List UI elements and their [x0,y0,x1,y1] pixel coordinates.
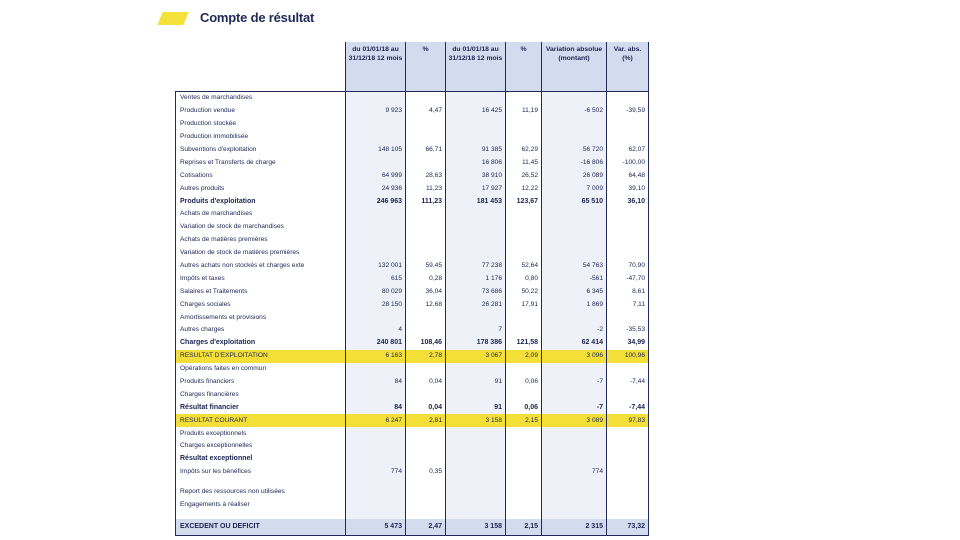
row-value: 4 [346,324,406,337]
row-value: 0,28 [406,272,446,285]
row-value: 3 096 [542,350,607,363]
row-value: 1 176 [446,272,506,285]
row-value: 26,52 [506,169,542,182]
row-label: Reprises et Transferts de charge [176,156,346,169]
row-value [406,156,446,169]
row-value [542,479,607,486]
row-value: 2,09 [506,350,542,363]
row-value: 16 806 [446,156,506,169]
table-row [176,285,649,298]
row-value [446,499,506,512]
row-label: Production vendue [176,105,346,118]
row-value: 73,32 [607,519,649,536]
row-value: 2,15 [506,519,542,536]
row-value: 16 425 [446,105,506,118]
row-value [446,512,506,519]
row-value [542,208,607,221]
row-value [607,247,649,260]
row-label: Charges sociales [176,298,346,311]
row-value: 11,19 [506,105,542,118]
table-row [176,247,649,260]
row-value [542,131,607,144]
row-label: Résultat financier [176,401,346,414]
row-value [506,131,542,144]
row-value [406,388,446,401]
row-value: 0,06 [506,401,542,414]
row-value: 11,45 [506,156,542,169]
row-value [406,247,446,260]
row-value [346,512,406,519]
row-value [607,512,649,519]
row-label: Engagements à réaliser [176,499,346,512]
row-value: -47,70 [607,272,649,285]
row-label: Charges d'exploitation [176,337,346,350]
row-value [446,363,506,376]
row-value: 7 009 [542,182,607,195]
page-title: Compte de résultat [200,10,315,25]
header-variation-percent: Var. abs. (%) [607,42,649,92]
row-value: 84 [346,376,406,389]
table-row [176,118,649,131]
row-value [506,453,542,466]
row-label: Produits financiers [176,376,346,389]
row-value: 91 385 [446,144,506,157]
row-value [446,131,506,144]
row-value: -561 [542,272,607,285]
row-value: 17 927 [446,182,506,195]
row-value: 2,47 [406,519,446,536]
row-value [446,440,506,453]
row-value [406,92,446,105]
row-value [607,388,649,401]
row-value: 36,04 [406,285,446,298]
row-value: -35,53 [607,324,649,337]
row-value [607,499,649,512]
table-row [176,298,649,311]
row-value [607,118,649,131]
row-value: 84 [346,401,406,414]
row-value: 12,22 [506,182,542,195]
row-value [506,118,542,131]
row-value [542,311,607,324]
row-value [542,221,607,234]
row-value: 7,11 [607,298,649,311]
row-value [607,363,649,376]
row-value: 80 029 [346,285,406,298]
table-body [176,92,649,536]
row-value: 24 936 [346,182,406,195]
table-row [176,234,649,247]
row-value [607,479,649,486]
row-label: Variation de stock de marchandises [176,221,346,234]
row-value [506,363,542,376]
table-row [176,512,649,519]
row-value: 11,23 [406,182,446,195]
row-value: 0,04 [406,401,446,414]
row-value: 39,10 [607,182,649,195]
row-label: Subventions d'exploitation [176,144,346,157]
row-value: 28 150 [346,298,406,311]
row-value: 148 105 [346,144,406,157]
header-period-2: du 01/01/18 au 31/12/18 12 mois [446,42,506,92]
row-label: EXCEDENT OU DEFICIT [176,519,346,536]
table-header-row [176,42,649,92]
table-row [176,466,649,479]
table-row [176,156,649,169]
row-value [607,311,649,324]
row-value: 77 238 [446,260,506,273]
table-row [176,350,649,363]
row-label: Production immobilisée [176,131,346,144]
row-value [506,247,542,260]
row-value [346,388,406,401]
row-value [346,311,406,324]
table-row [176,169,649,182]
table-row [176,182,649,195]
table-row [176,479,649,486]
table-row [176,195,649,208]
row-value: 615 [346,272,406,285]
table-row [176,208,649,221]
row-value [506,208,542,221]
row-value: 52,64 [506,260,542,273]
row-value [506,388,542,401]
row-label: Impôts et taxes [176,272,346,285]
table-row [176,144,649,157]
row-value: 54 763 [542,260,607,273]
row-value [346,247,406,260]
table-row [176,311,649,324]
row-value [446,311,506,324]
row-value: 6 247 [346,414,406,427]
row-value [406,499,446,512]
table-row [176,427,649,440]
row-value: 0,04 [406,376,446,389]
header-label-column [176,42,346,92]
row-value [446,208,506,221]
row-label: Production stockée [176,118,346,131]
row-value: 97,83 [607,414,649,427]
row-value [607,92,649,105]
row-value [406,208,446,221]
row-value [406,311,446,324]
row-value [446,92,506,105]
row-value: -7 [542,376,607,389]
row-value [506,221,542,234]
row-value: 2 315 [542,519,607,536]
row-value [542,512,607,519]
row-value: 8,61 [607,285,649,298]
table-row [176,453,649,466]
row-label: Report des ressources non utilisées [176,486,346,499]
row-label: Charges exceptionnelles [176,440,346,453]
row-label: Achats de matières premières [176,234,346,247]
row-value: -7,44 [607,376,649,389]
row-label: Ventes de marchandises [176,92,346,105]
row-label: RESULTAT D'EXPLOITATION [176,350,346,363]
row-value: 181 453 [446,195,506,208]
row-value: 66,71 [406,144,446,157]
row-value [346,499,406,512]
row-label: Autres charges [176,324,346,337]
table-row [176,337,649,350]
row-value: 64,48 [607,169,649,182]
row-value: 56 720 [542,144,607,157]
row-value: 3 089 [542,414,607,427]
row-value [542,440,607,453]
row-value: -7,44 [607,401,649,414]
row-value [406,512,446,519]
row-value: 6 163 [346,350,406,363]
row-value: -16 806 [542,156,607,169]
row-label: Charges financières [176,388,346,401]
table-row [176,324,649,337]
row-value: 73 686 [446,285,506,298]
row-value [406,221,446,234]
row-value [406,131,446,144]
row-value: -39,59 [607,105,649,118]
row-value [506,234,542,247]
row-value [346,234,406,247]
row-value [542,118,607,131]
row-value: 38 910 [446,169,506,182]
row-value [506,427,542,440]
row-value [506,479,542,486]
row-value: 62,29 [506,144,542,157]
row-value [446,453,506,466]
row-value: 4,47 [406,105,446,118]
row-value [406,234,446,247]
row-value: 91 [446,376,506,389]
row-value [607,208,649,221]
row-value: 123,67 [506,195,542,208]
row-value [607,131,649,144]
row-value [607,234,649,247]
row-label: Produits d'exploitation [176,195,346,208]
row-value [506,512,542,519]
row-value: 2,15 [506,414,542,427]
row-value [506,92,542,105]
header-variation-amount: Variation absolue (montant) [542,42,607,92]
table-row [176,260,649,273]
row-value: 91 [446,401,506,414]
row-value: -6 502 [542,105,607,118]
row-value: -7 [542,401,607,414]
row-value: 0,35 [406,466,446,479]
row-value: 26 281 [446,298,506,311]
row-value [542,427,607,440]
row-value: 132 001 [346,260,406,273]
row-value [607,453,649,466]
table-row [176,363,649,376]
table-row [176,131,649,144]
header-percent-1: % [406,42,446,92]
table-row [176,519,649,536]
row-value: 1 869 [542,298,607,311]
row-value [542,363,607,376]
row-value [406,486,446,499]
row-value: 12,68 [406,298,446,311]
row-value [607,427,649,440]
row-value [346,92,406,105]
row-value [446,247,506,260]
row-value: 111,23 [406,195,446,208]
row-value [607,466,649,479]
row-label: Impôts sur les bénéfices [176,466,346,479]
row-label [176,479,346,486]
row-value [346,118,406,131]
row-value: 178 386 [446,337,506,350]
row-value [446,427,506,440]
row-value [446,479,506,486]
row-value: -2 [542,324,607,337]
row-label [176,512,346,519]
row-value [406,479,446,486]
row-value: 121,58 [506,337,542,350]
row-value [446,234,506,247]
row-value: 6 345 [542,285,607,298]
row-value [406,118,446,131]
table-row [176,376,649,389]
table-row [176,486,649,499]
row-value [542,247,607,260]
row-value [542,499,607,512]
row-value: 0,80 [506,272,542,285]
row-label: Produits exceptionnels [176,427,346,440]
row-value [607,486,649,499]
yellow-accent-mark [157,12,188,25]
row-value [346,479,406,486]
row-value [346,208,406,221]
row-value [406,440,446,453]
table-row [176,105,649,118]
row-value [607,440,649,453]
row-value [446,221,506,234]
row-value: 17,91 [506,298,542,311]
table-row [176,499,649,512]
row-value: 59,45 [406,260,446,273]
row-value: 64 999 [346,169,406,182]
table-row [176,401,649,414]
row-value: 108,46 [406,337,446,350]
row-value: 3 158 [446,519,506,536]
row-value [542,388,607,401]
row-value [346,363,406,376]
row-value: 70,90 [607,260,649,273]
header-period-1: du 01/01/18 au 31/12/18 12 mois [346,42,406,92]
table-row [176,414,649,427]
row-value: 28,63 [406,169,446,182]
row-value: 2,78 [406,350,446,363]
row-label: Résultat exceptionnel [176,453,346,466]
row-value [346,440,406,453]
row-label: Opérations faites en commun [176,363,346,376]
row-value [346,453,406,466]
row-value: 36,10 [607,195,649,208]
row-label: Autres achats non stockés et charges exte [176,260,346,273]
row-value [346,221,406,234]
row-value: 2,81 [406,414,446,427]
row-value [506,499,542,512]
row-value: 5 473 [346,519,406,536]
row-value [506,311,542,324]
row-value [542,92,607,105]
row-value [406,324,446,337]
table-row [176,388,649,401]
row-value [346,131,406,144]
row-label: Amortissements et provisions [176,311,346,324]
row-value: 3 067 [446,350,506,363]
row-value: 100,96 [607,350,649,363]
row-value [346,427,406,440]
row-value [406,453,446,466]
row-value: 62 414 [542,337,607,350]
row-value [346,486,406,499]
row-label: Variation de stock de matières premières [176,247,346,260]
row-value: 7 [446,324,506,337]
header-percent-2: % [506,42,542,92]
row-value: 62,07 [607,144,649,157]
row-value [542,486,607,499]
row-value [406,427,446,440]
row-value: 9 923 [346,105,406,118]
table-row [176,221,649,234]
row-value: 0,06 [506,376,542,389]
row-value: 240 801 [346,337,406,350]
row-value [506,324,542,337]
row-label: Autres produits [176,182,346,195]
row-value: 246 963 [346,195,406,208]
table-row [176,272,649,285]
row-value: -100,00 [607,156,649,169]
row-value: 3 158 [446,414,506,427]
row-value: 774 [542,466,607,479]
row-label: Salaires et Traitements [176,285,346,298]
income-statement-table [175,42,649,536]
table-row [176,92,649,105]
row-value [406,363,446,376]
row-value [506,466,542,479]
row-value [506,440,542,453]
row-value [607,221,649,234]
row-value: 65 510 [542,195,607,208]
row-value [542,234,607,247]
row-value [446,486,506,499]
table-row [176,440,649,453]
row-value [506,486,542,499]
row-value [542,453,607,466]
row-value [446,388,506,401]
row-value [446,466,506,479]
row-value: 50,22 [506,285,542,298]
row-value [446,118,506,131]
row-value: 34,99 [607,337,649,350]
row-label: RESULTAT COURANT [176,414,346,427]
row-value [346,156,406,169]
row-label: Cotisations [176,169,346,182]
row-label: Achats de marchandises [176,208,346,221]
row-value: 26 089 [542,169,607,182]
row-value: 774 [346,466,406,479]
